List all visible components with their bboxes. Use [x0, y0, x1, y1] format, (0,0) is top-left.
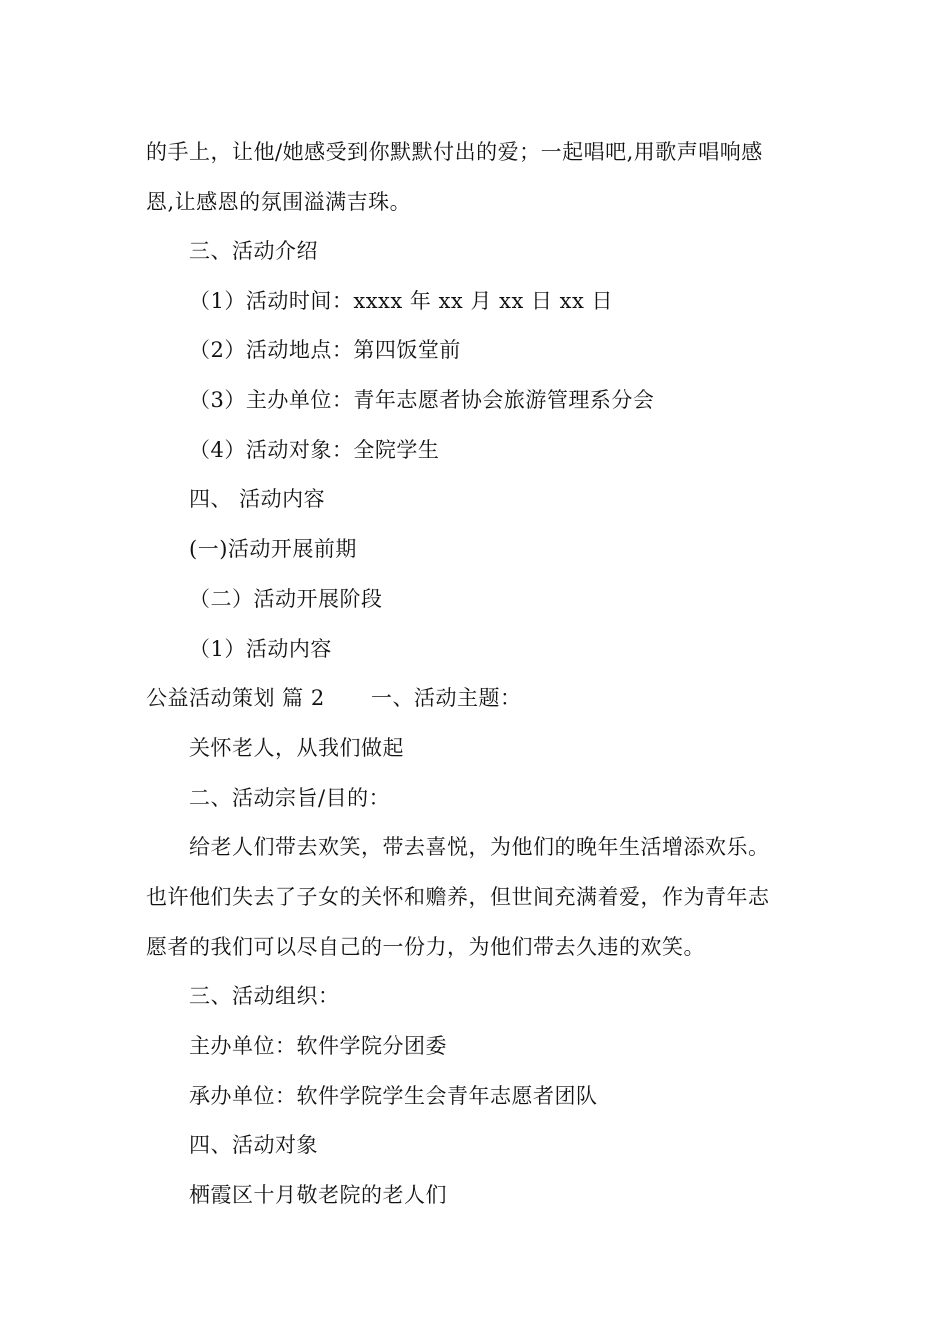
subsection-heading: （二）活动开展阶段 [189, 587, 383, 611]
subsection-heading: (一)活动开展前期 [189, 537, 357, 561]
document-title: 公益活动策划 篇 2 [146, 686, 325, 710]
body-text-line: 承办单位：软件学院学生会青年志愿者团队 [189, 1084, 598, 1108]
section-heading: 三、活动介绍 [189, 239, 318, 263]
body-text-line: 恩,让感恩的氛围溢满吉珠。 [146, 190, 412, 214]
section-heading: 四、活动对象 [189, 1133, 318, 1157]
list-item: （3）主办单位：青年志愿者协会旅游管理系分会 [189, 388, 655, 412]
list-item: （1）活动时间：xxxx 年 xx 月 xx 日 xx 日 [189, 289, 614, 313]
body-text-line: 的手上，让他/她感受到你默默付出的爱；一起唱吧,用歌声唱响感 [146, 140, 763, 164]
list-item: （1）活动内容 [189, 637, 332, 661]
section-heading: 三、活动组织： [189, 984, 340, 1008]
section-heading: 一、活动主题： [371, 686, 522, 710]
list-item: （2）活动地点：第四饭堂前 [189, 338, 461, 362]
body-text-line: 关怀老人，从我们做起 [189, 736, 404, 760]
body-text-line: 栖霞区十月敬老院的老人们 [189, 1183, 447, 1207]
body-text-line: 给老人们带去欢笑，带去喜悦，为他们的晚年生活增添欢乐。 [189, 835, 770, 859]
section-heading: 四、 活动内容 [189, 487, 326, 511]
section-heading: 二、活动宗旨/目的： [189, 786, 391, 810]
body-text-line: 愿者的我们可以尽自己的一份力，为他们带去久违的欢笑。 [146, 935, 705, 959]
body-text-line: 也许他们失去了子女的关怀和赡养，但世间充满着爱，作为青年志 [146, 885, 770, 909]
body-text-line: 主办单位：软件学院分团委 [189, 1034, 447, 1058]
list-item: （4）活动对象：全院学生 [189, 438, 440, 462]
